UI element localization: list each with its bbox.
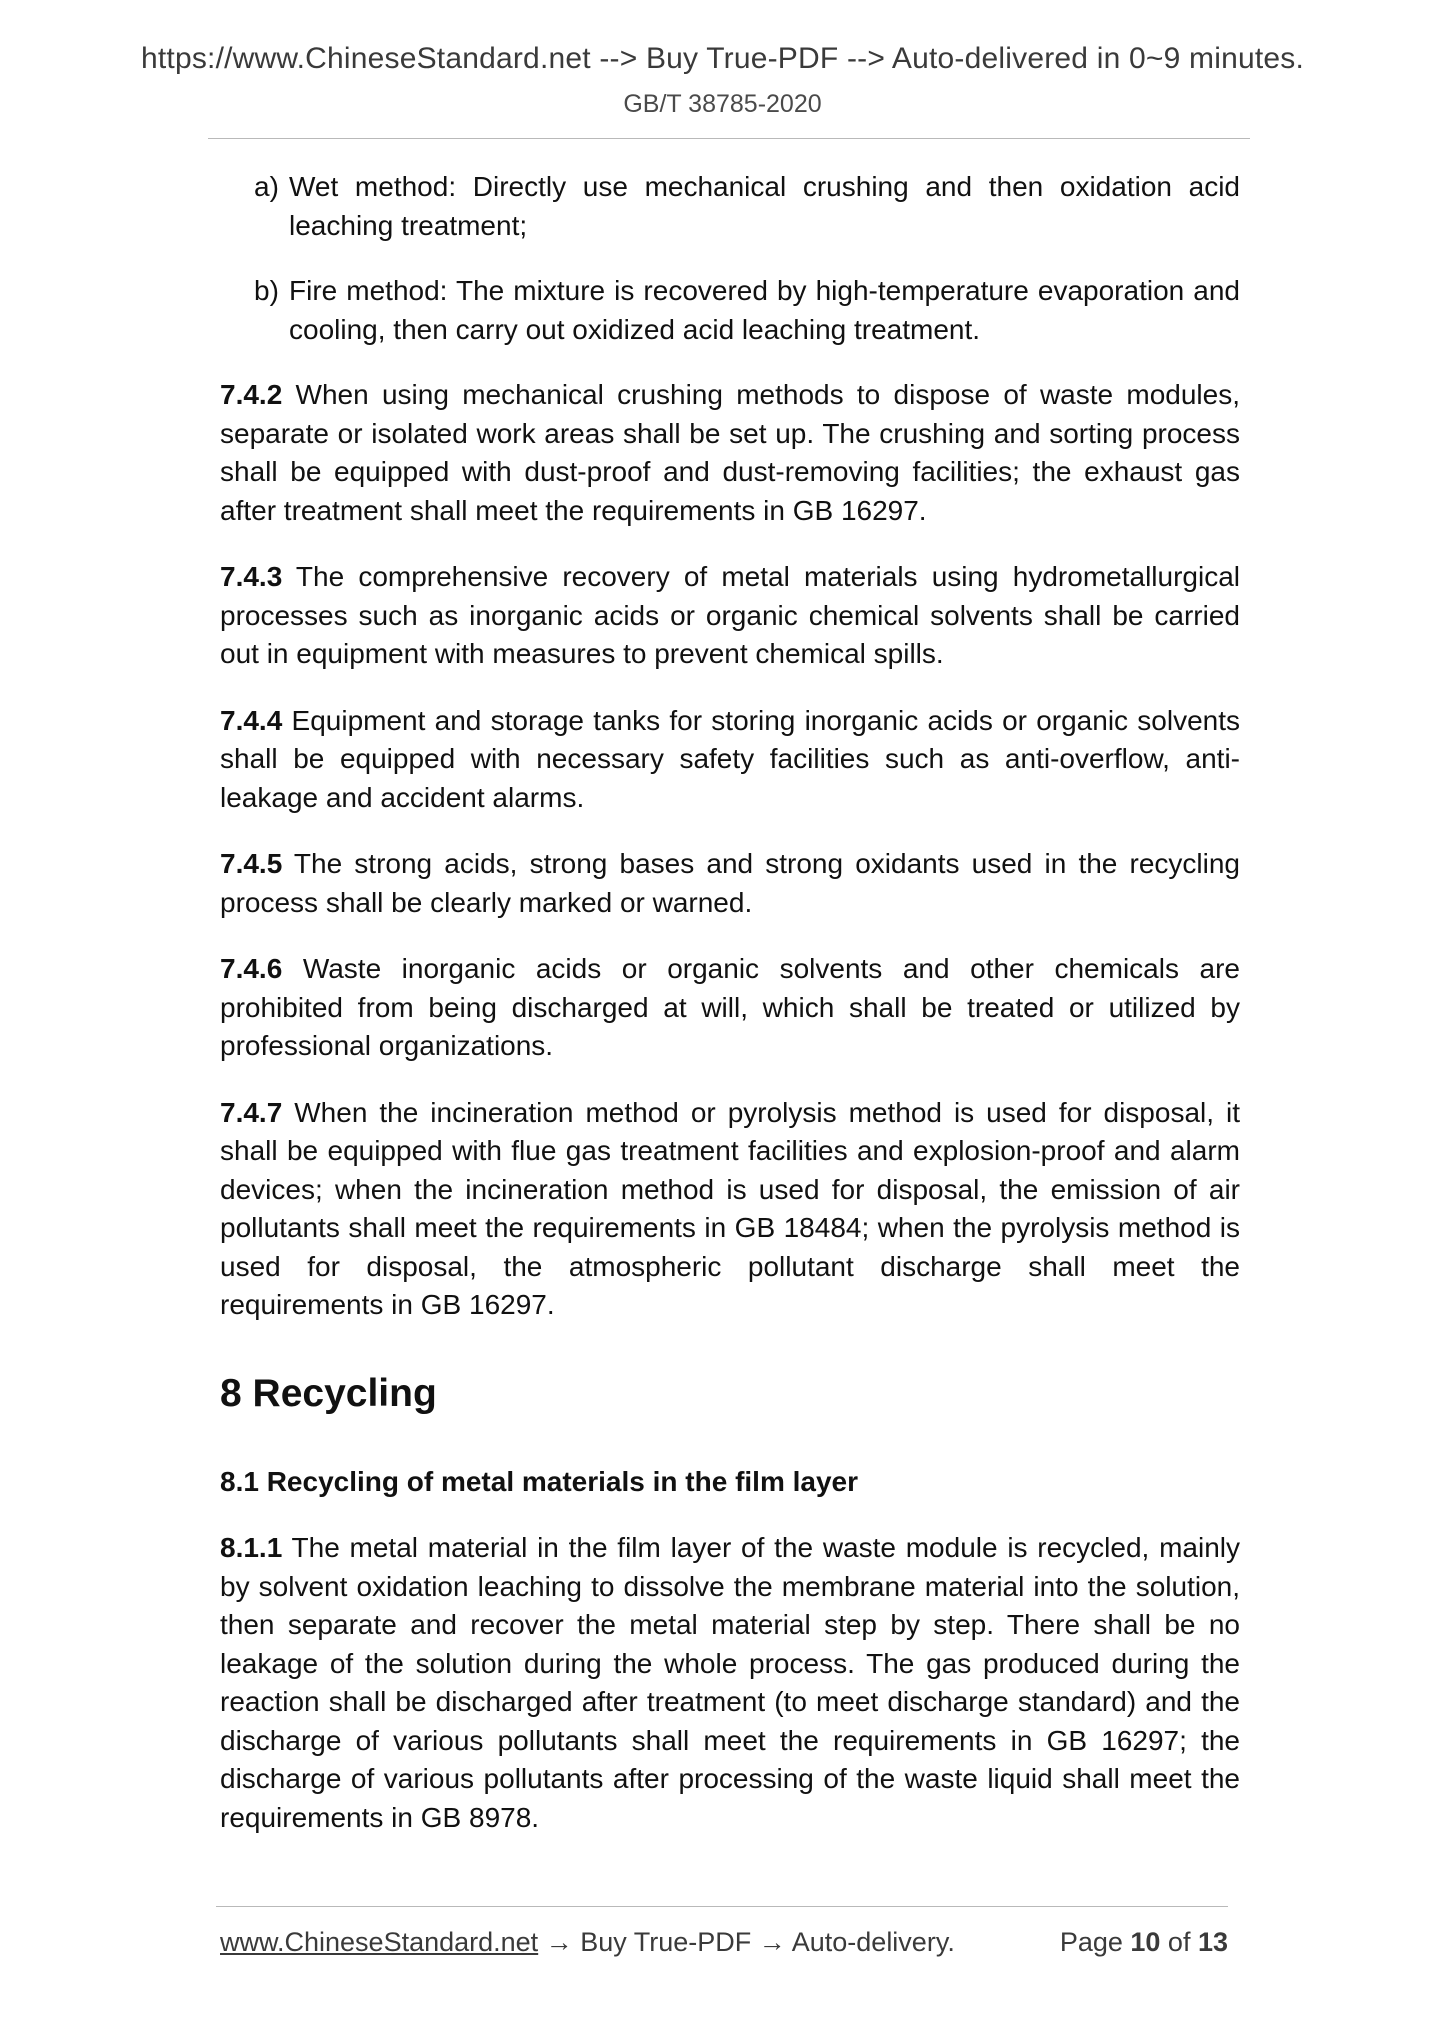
clause-text: Waste inorganic acids or organic solvents and other chemicals are prohibited from being discharged at will, which shall be treated or utilized by professional organizations. — [220, 953, 1240, 1061]
list-item — [254, 168, 1240, 245]
list-item — [254, 272, 1240, 349]
clause-paragraph — [220, 558, 1240, 674]
clause-text: When using mechanical crushing methods to dispose of waste modules, separate or isolated work areas shall be set up. The crushing and sorting process shall be equipped with dust-proof and dust-removing facilities; the exhaust gas after treatment shall meet the requirements in GB 16297. — [220, 379, 1240, 526]
top-banner: https://www.ChineseStandard.net --> Buy True-PDF --> Auto-delivered in 0~9 minutes. — [141, 42, 1304, 75]
footer-tagline: → Buy True-PDF → Auto-delivery. — [538, 1927, 955, 1957]
clause-number: 7.4.2 — [220, 379, 283, 410]
page-label: Page — [1059, 1927, 1131, 1957]
clause-paragraph — [220, 1529, 1240, 1837]
standard-code: GB/T 38785-2020 — [623, 90, 822, 118]
clause-text: Equipment and storage tanks for storing inorganic acids or organic solvents shall be equipped with necessary safety facilities such as anti-overflow, anti-leakage and accident alarms. — [220, 704, 1240, 813]
clause-paragraph — [220, 845, 1240, 922]
page-indicator — [1060, 1927, 1228, 1958]
clause-number: 7.4.4 — [220, 704, 283, 736]
page-total: 13 — [1197, 1927, 1228, 1957]
list-text: Wet method: Directly use mechanical crushing and then oxidation acid leaching treatment; — [289, 171, 1240, 241]
subsection-heading: 8.1 Recycling of metal materials in the film layer — [220, 1465, 859, 1497]
clause-number: 8.1.1 — [220, 1532, 283, 1563]
list-text: Fire method: The mixture is recovered by high-temperature evaporation and cooling, then carry out oxidized acid leaching treatment. — [289, 275, 1240, 345]
footer-divider — [216, 1906, 1228, 1907]
clause-number: 7.4.6 — [220, 953, 283, 984]
list-marker: b) — [254, 275, 279, 306]
clause-text: When the incineration method or pyrolysis method is used for disposal, it shall be equipped with flue gas treatment facilities and explosion-proof and alarm devices; when the incineration method is used for disposal, the emission of air pollutants shall meet the requirements in GB 18484; when the pyrolysis method is used for disposal, the atmospheric pollutant discharge shall meet the requirements in GB 16297. — [220, 1096, 1240, 1320]
page-footer — [220, 1927, 1232, 1958]
list-marker: a) — [254, 171, 279, 202]
clause-text: The strong acids, strong bases and strong oxidants used in the recycling process shall be clearly marked or warned. — [220, 848, 1240, 918]
clause-paragraph — [220, 376, 1240, 530]
header-divider — [208, 138, 1250, 139]
document-body — [220, 168, 1240, 1865]
clause-paragraph — [220, 702, 1240, 818]
clause-text: The metal material in the film layer of the waste module is recycled, mainly by solvent oxidation leaching to dissolve the membrane material into the solution, then separate and recover the metal material step by step. There shall be no leakage of the solution during the whole process. The gas produced during the reaction shall be discharged after treatment (to meet discharge standard) and the discharge of various pollutants shall meet the requirements in GB 16297; the discharge of various pollutants after processing of the waste liquid shall meet the requirements in GB 8978. — [220, 1532, 1240, 1833]
clause-text: The comprehensive recovery of metal materials using hydrometallurgical processes such as inorganic acids or organic chemical solvents shall be carried out in equipment with measures to prevent chemical spills. — [220, 561, 1240, 669]
clause-paragraph — [220, 950, 1240, 1066]
clause-number: 7.4.7 — [220, 1096, 283, 1128]
clause-number: 7.4.5 — [220, 848, 283, 879]
page-of-label: of — [1160, 1927, 1198, 1957]
page-current: 10 — [1130, 1927, 1161, 1957]
footer-site-link[interactable]: www.ChineseStandard.net — [220, 1927, 539, 1957]
clause-paragraph — [220, 1094, 1240, 1325]
clause-number: 7.4.3 — [220, 561, 283, 592]
section-heading: 8 Recycling — [220, 1371, 437, 1415]
